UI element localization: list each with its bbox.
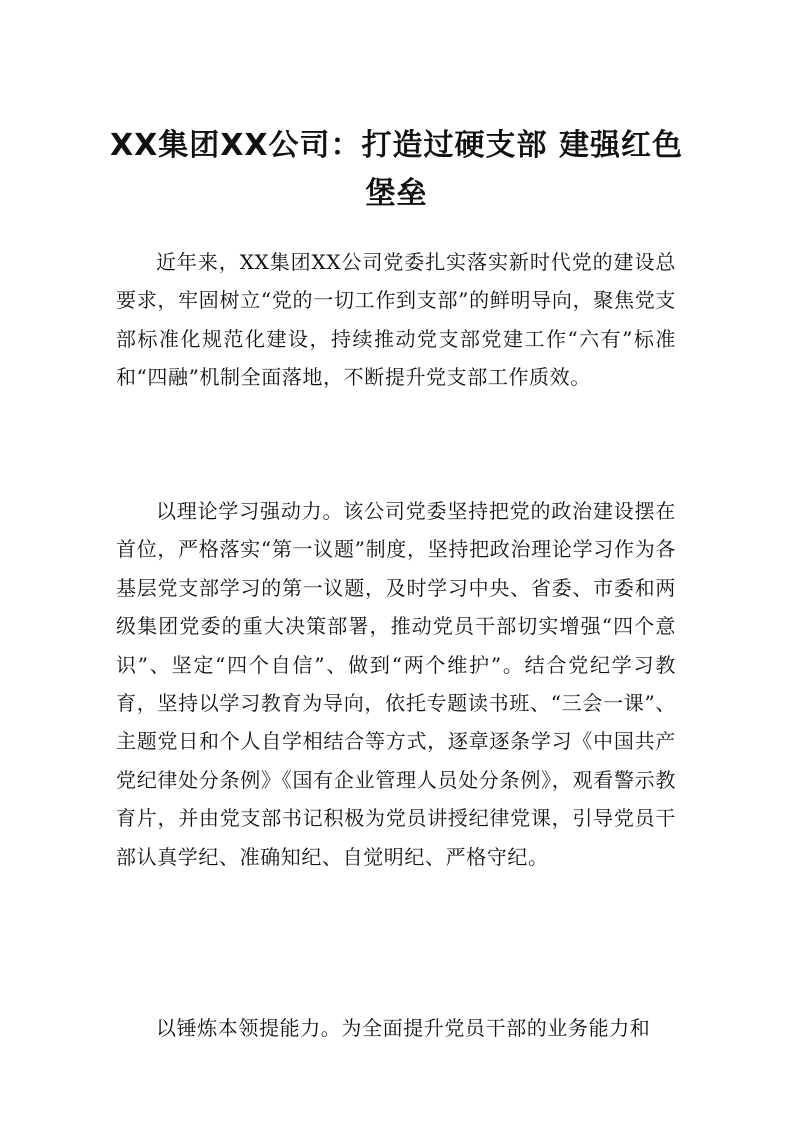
document-title: XX集团XX公司：打造过硬支部 建强红色堡垒 xyxy=(110,128,683,211)
paragraph-skills: 以锤炼本领提能力。为全面提升党员干部的业务能力和 xyxy=(156,1016,651,1040)
paragraph-intro: 近年来，XX集团XX公司党委扎实落实新时代党的建设总要求，牢固树立“党的一切工作到支部”的鲜明导向，聚焦党支部标准化规范化建设，持续推动党支部党建工作“六有”标准和“四融”机制全面落地，不断提升党支部工作质效。 xyxy=(116,250,676,390)
paragraph-theory-study: 以理论学习强动力。该公司党委坚持把党的政治建设摆在首位，严格落实“第一议题”制度，坚持把政治理论学习作为各基层党支部学习的第一议题，及时学习中央、省委、市委和两级集团党委的重大决策部署，推动党员干部切实增强“四个意识”、坚定“四个自信”、做到“两个维护”。结合党纪学习教育，坚持以学习教育为导向，依托专题读书班、“三会一课”、主题党日和个人自学相结合等方式，逐章逐条学习《中国共产党纪律处分条例》《国有企业管理人员处分条例》，观看警示教育片，并由党支部书记积极为党员讲授纪律党课，引导党员干部认真学纪、准确知纪、自觉明纪、严格守纪。 xyxy=(116,499,676,869)
